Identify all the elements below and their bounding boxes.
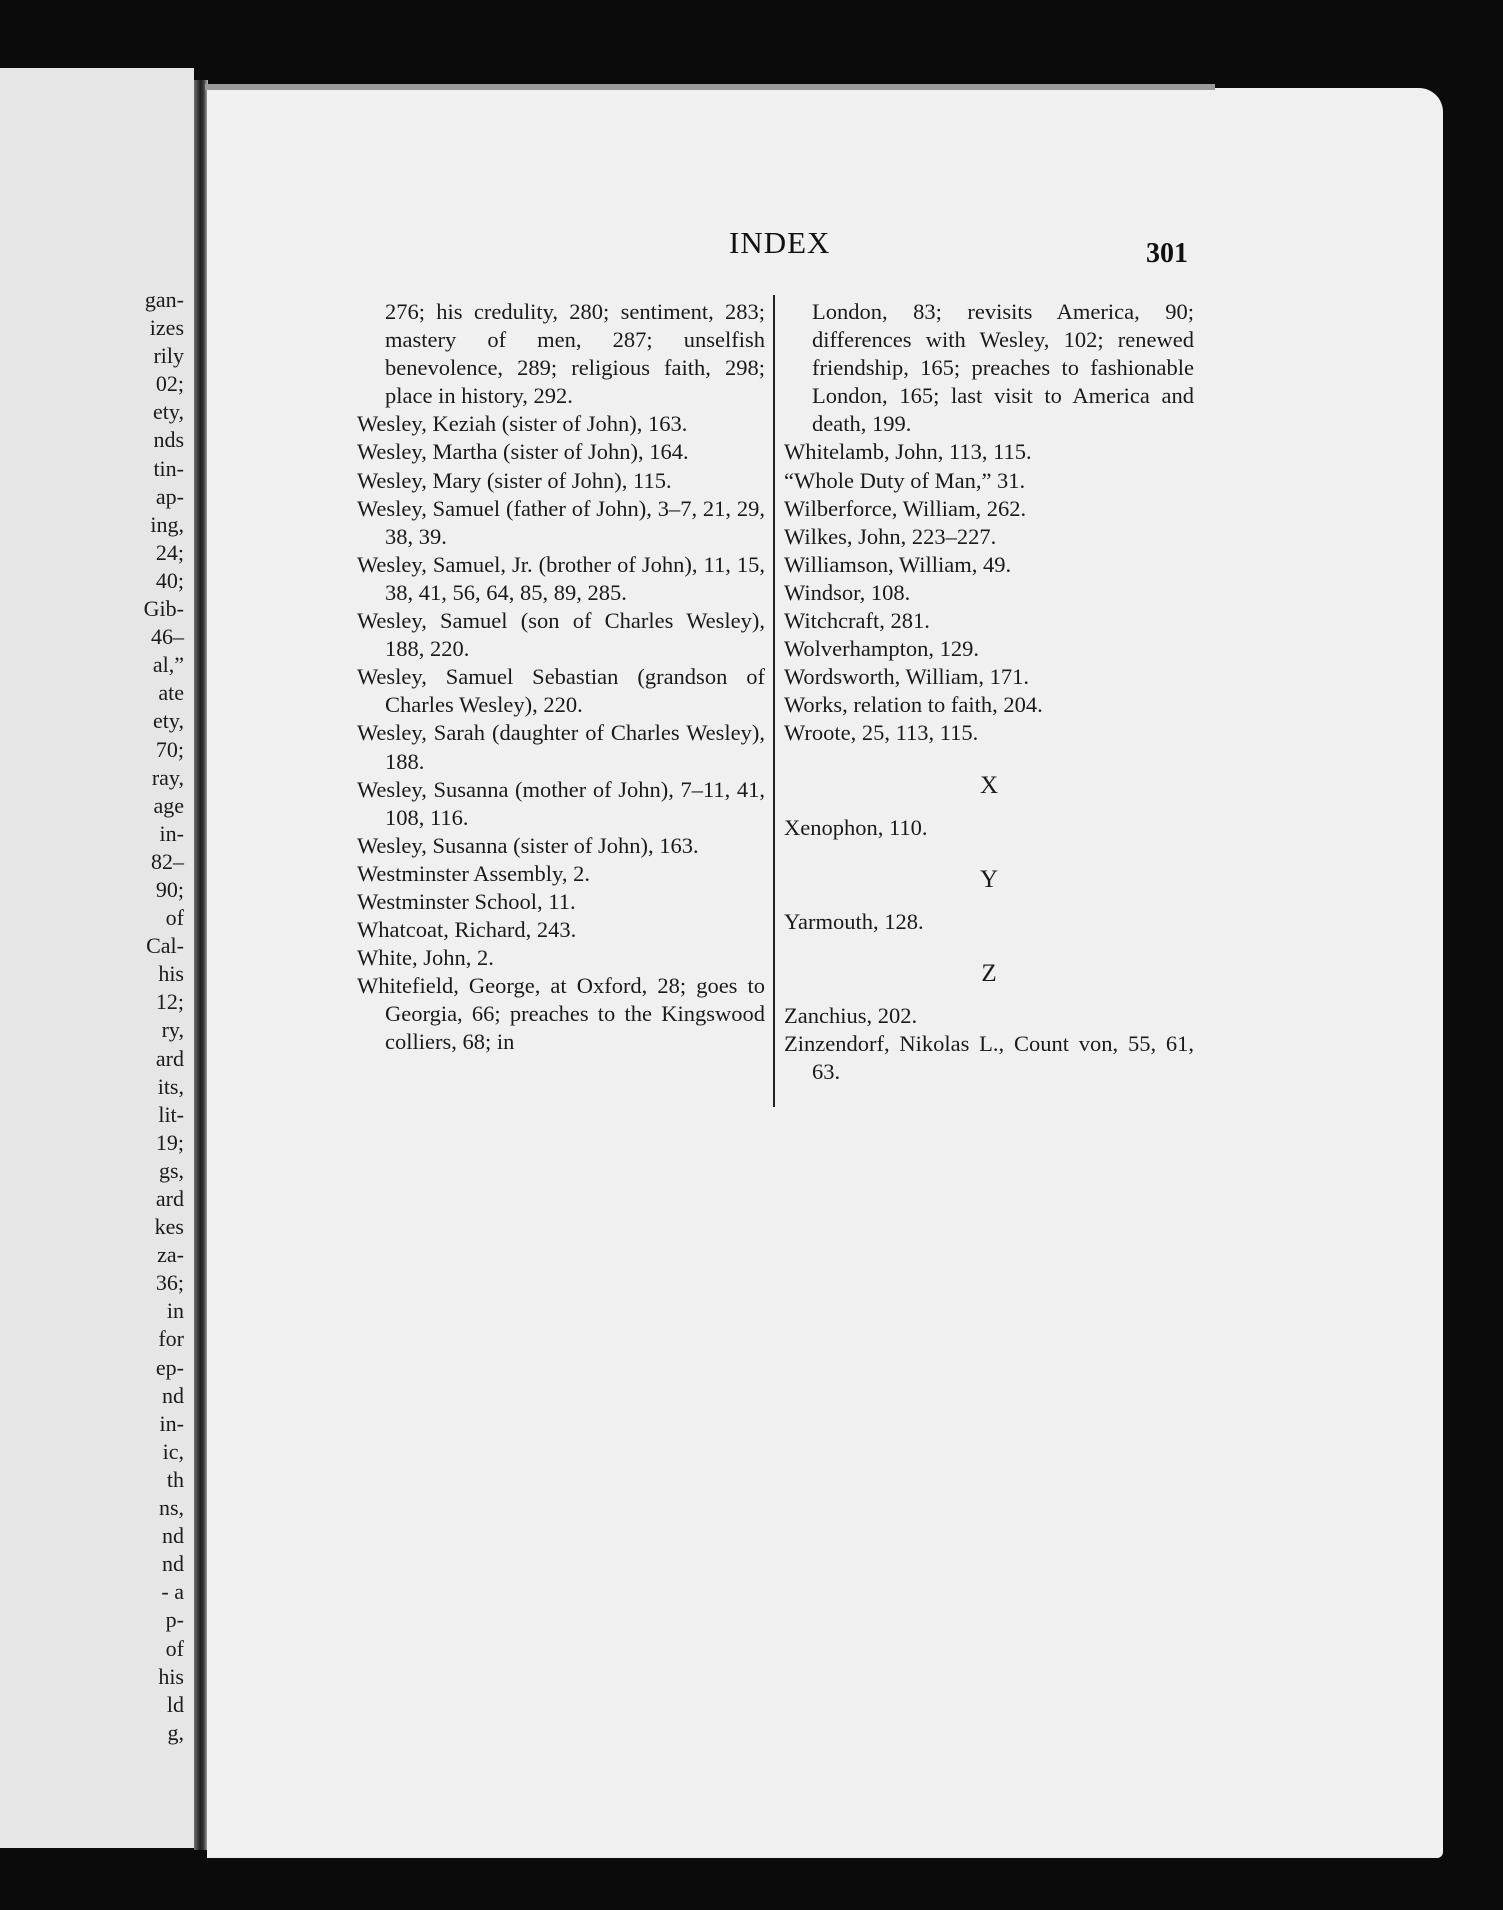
left-page-line: 02; bbox=[155, 371, 184, 397]
index-entry: Wesley, Samuel Sebastian (grandson of Charles Wesley), 220. bbox=[357, 664, 765, 718]
left-page-line: gan- bbox=[144, 287, 184, 312]
index-entry: Works, relation to faith, 204. bbox=[784, 692, 1043, 718]
left-page-line: ns, bbox=[158, 1495, 184, 1521]
left-page-line: of bbox=[165, 905, 184, 931]
left-page-line: in- bbox=[159, 1410, 184, 1436]
left-page-line: 90; bbox=[155, 876, 184, 902]
index-entry-continuation: London, 83; revisits America, 90; differences with Wesley, 102; renewed friendship, 165; preaches to fashionable London, 165; last visit to America and death, 199. bbox=[812, 299, 1194, 437]
left-page-line: 36; bbox=[155, 1270, 184, 1296]
left-page-line: g, bbox=[167, 1719, 184, 1745]
index-entry: Wesley, Mary (sister of John), 115. bbox=[357, 467, 672, 493]
index-entry: Wroote, 25, 113, 115. bbox=[784, 720, 979, 746]
page-top-edge bbox=[205, 84, 1215, 90]
left-page-line: age bbox=[153, 792, 184, 818]
left-page-line: ap- bbox=[155, 483, 184, 509]
index-entry: Wesley, Sarah (daughter of Charles Wesley), 188. bbox=[357, 720, 765, 774]
left-page-line: ety, bbox=[153, 708, 184, 734]
left-page-line: ray, bbox=[151, 764, 184, 790]
left-page-line: ard bbox=[155, 1045, 184, 1071]
index-entry: Wesley, Keziah (sister of John), 163. bbox=[357, 411, 688, 437]
left-page-line: nds bbox=[153, 427, 184, 453]
index-section-letter: Z bbox=[981, 959, 997, 987]
left-page-line: ic, bbox=[162, 1438, 184, 1464]
index-entry: Wesley, Susanna (mother of John), 7–11, 41, 108, 116. bbox=[357, 776, 765, 830]
left-page-line: 46– bbox=[151, 624, 184, 650]
index-entry: Wesley, Samuel, Jr. (brother of John), 11, 15, 38, 41, 56, 64, 85, 89, 285. bbox=[357, 551, 765, 605]
left-page-line: for bbox=[158, 1326, 184, 1352]
index-entry: Wilberforce, William, 262. bbox=[784, 495, 1027, 521]
left-page-line: Gib- bbox=[143, 596, 184, 622]
left-page-line: tin- bbox=[153, 455, 184, 481]
index-entry: Wesley, Samuel (son of Charles Wesley), 188, 220. bbox=[357, 608, 765, 662]
left-page-line: ate bbox=[158, 680, 184, 706]
left-page-line: in bbox=[166, 1298, 184, 1324]
left-page-line: ard bbox=[155, 1186, 184, 1211]
left-page-line: gs, bbox=[158, 1157, 184, 1183]
left-page-line: 82– bbox=[151, 848, 184, 874]
book-gutter bbox=[194, 80, 208, 1850]
left-page-line: th bbox=[166, 1466, 184, 1492]
left-page-line: al,” bbox=[152, 652, 184, 678]
index-entry: Wolverhampton, 129. bbox=[784, 636, 980, 662]
left-page-line: p- bbox=[165, 1607, 184, 1633]
index-entry: Xenophon, 110. bbox=[784, 814, 928, 840]
index-section-letter: X bbox=[979, 771, 999, 799]
left-page-line: nd bbox=[162, 1551, 184, 1577]
index-entry: White, John, 2. bbox=[357, 945, 494, 971]
left-page-text-fragments bbox=[144, 286, 184, 1747]
index-entry: Whitefield, George, at Oxford, 28; goes to Georgia, 66; preaches to the Kingswood colliers, 68; in bbox=[357, 973, 765, 1055]
left-page-line: nd bbox=[162, 1382, 184, 1408]
left-page-line: 19; bbox=[155, 1129, 184, 1155]
index-entry: Whatcoat, Richard, 243. bbox=[357, 917, 577, 943]
index-entry: Wilkes, John, 223–227. bbox=[784, 523, 997, 549]
left-page-line: nd bbox=[162, 1523, 184, 1549]
index-column-left bbox=[357, 298, 765, 1057]
index-entry: Witchcraft, 281. bbox=[784, 608, 930, 634]
left-page-line: ld bbox=[166, 1691, 184, 1717]
left-page-line: 24; bbox=[155, 539, 184, 565]
page-number: 301 bbox=[1146, 238, 1188, 269]
left-page-line: 70; bbox=[155, 736, 184, 762]
index-entry: Wesley, Samuel (father of John), 3–7, 21, 29, 38, 39. bbox=[357, 495, 765, 549]
left-page-line: rily bbox=[153, 343, 184, 369]
left-page-line: in- bbox=[159, 820, 184, 846]
index-section-letter: Y bbox=[979, 865, 999, 893]
left-page-line: lit- bbox=[158, 1101, 184, 1127]
index-entry: Zanchius, 202. bbox=[784, 1002, 918, 1028]
left-page-line: za- bbox=[157, 1242, 184, 1268]
index-entry: Whitelamb, John, 113, 115. bbox=[784, 439, 1032, 465]
left-page-line: - a bbox=[161, 1579, 184, 1605]
left-page-line: his bbox=[158, 961, 184, 987]
left-page-line: of bbox=[165, 1635, 184, 1661]
index-entry: Zinzendorf, Nikolas L., Count von, 55, 61, 63. bbox=[784, 1031, 1194, 1085]
left-page-line: ety, bbox=[153, 399, 184, 425]
left-page-line: izes bbox=[149, 315, 184, 341]
index-entry: “Whole Duty of Man,” 31. bbox=[784, 467, 1026, 493]
index-entry: Wesley, Martha (sister of John), 164. bbox=[357, 439, 689, 465]
left-page-line: ry, bbox=[161, 1017, 184, 1043]
index-entry: Yarmouth, 128. bbox=[784, 908, 924, 934]
index-entry: Williamson, William, 49. bbox=[784, 551, 1012, 577]
left-page-line: 40; bbox=[155, 567, 184, 593]
left-page-line: his bbox=[158, 1663, 184, 1689]
left-page-line: Cal- bbox=[146, 933, 184, 959]
left-page-line: its, bbox=[157, 1073, 184, 1099]
index-entry: Wesley, Susanna (sister of John), 163. bbox=[357, 832, 699, 858]
index-entry: Westminster Assembly, 2. bbox=[357, 860, 590, 886]
index-column-right bbox=[784, 298, 1194, 1086]
left-page-line: 12; bbox=[155, 989, 184, 1015]
left-page-line: ing, bbox=[150, 511, 184, 537]
index-entry: Windsor, 108. bbox=[784, 579, 911, 605]
index-entry-continuation: 276; his credulity, 280; sentiment, 283; mastery of men, 287; unselfish benevolence, 289; religious faith, 298; place in history, 292. bbox=[385, 299, 765, 409]
page-header-title: INDEX bbox=[729, 225, 831, 260]
left-page-line: kes bbox=[154, 1214, 184, 1240]
left-page-line: ep- bbox=[155, 1354, 184, 1380]
column-divider bbox=[773, 295, 775, 1107]
left-page bbox=[0, 68, 194, 1848]
index-entry: Westminster School, 11. bbox=[357, 888, 576, 914]
index-entry: Wordsworth, William, 171. bbox=[784, 664, 1029, 690]
